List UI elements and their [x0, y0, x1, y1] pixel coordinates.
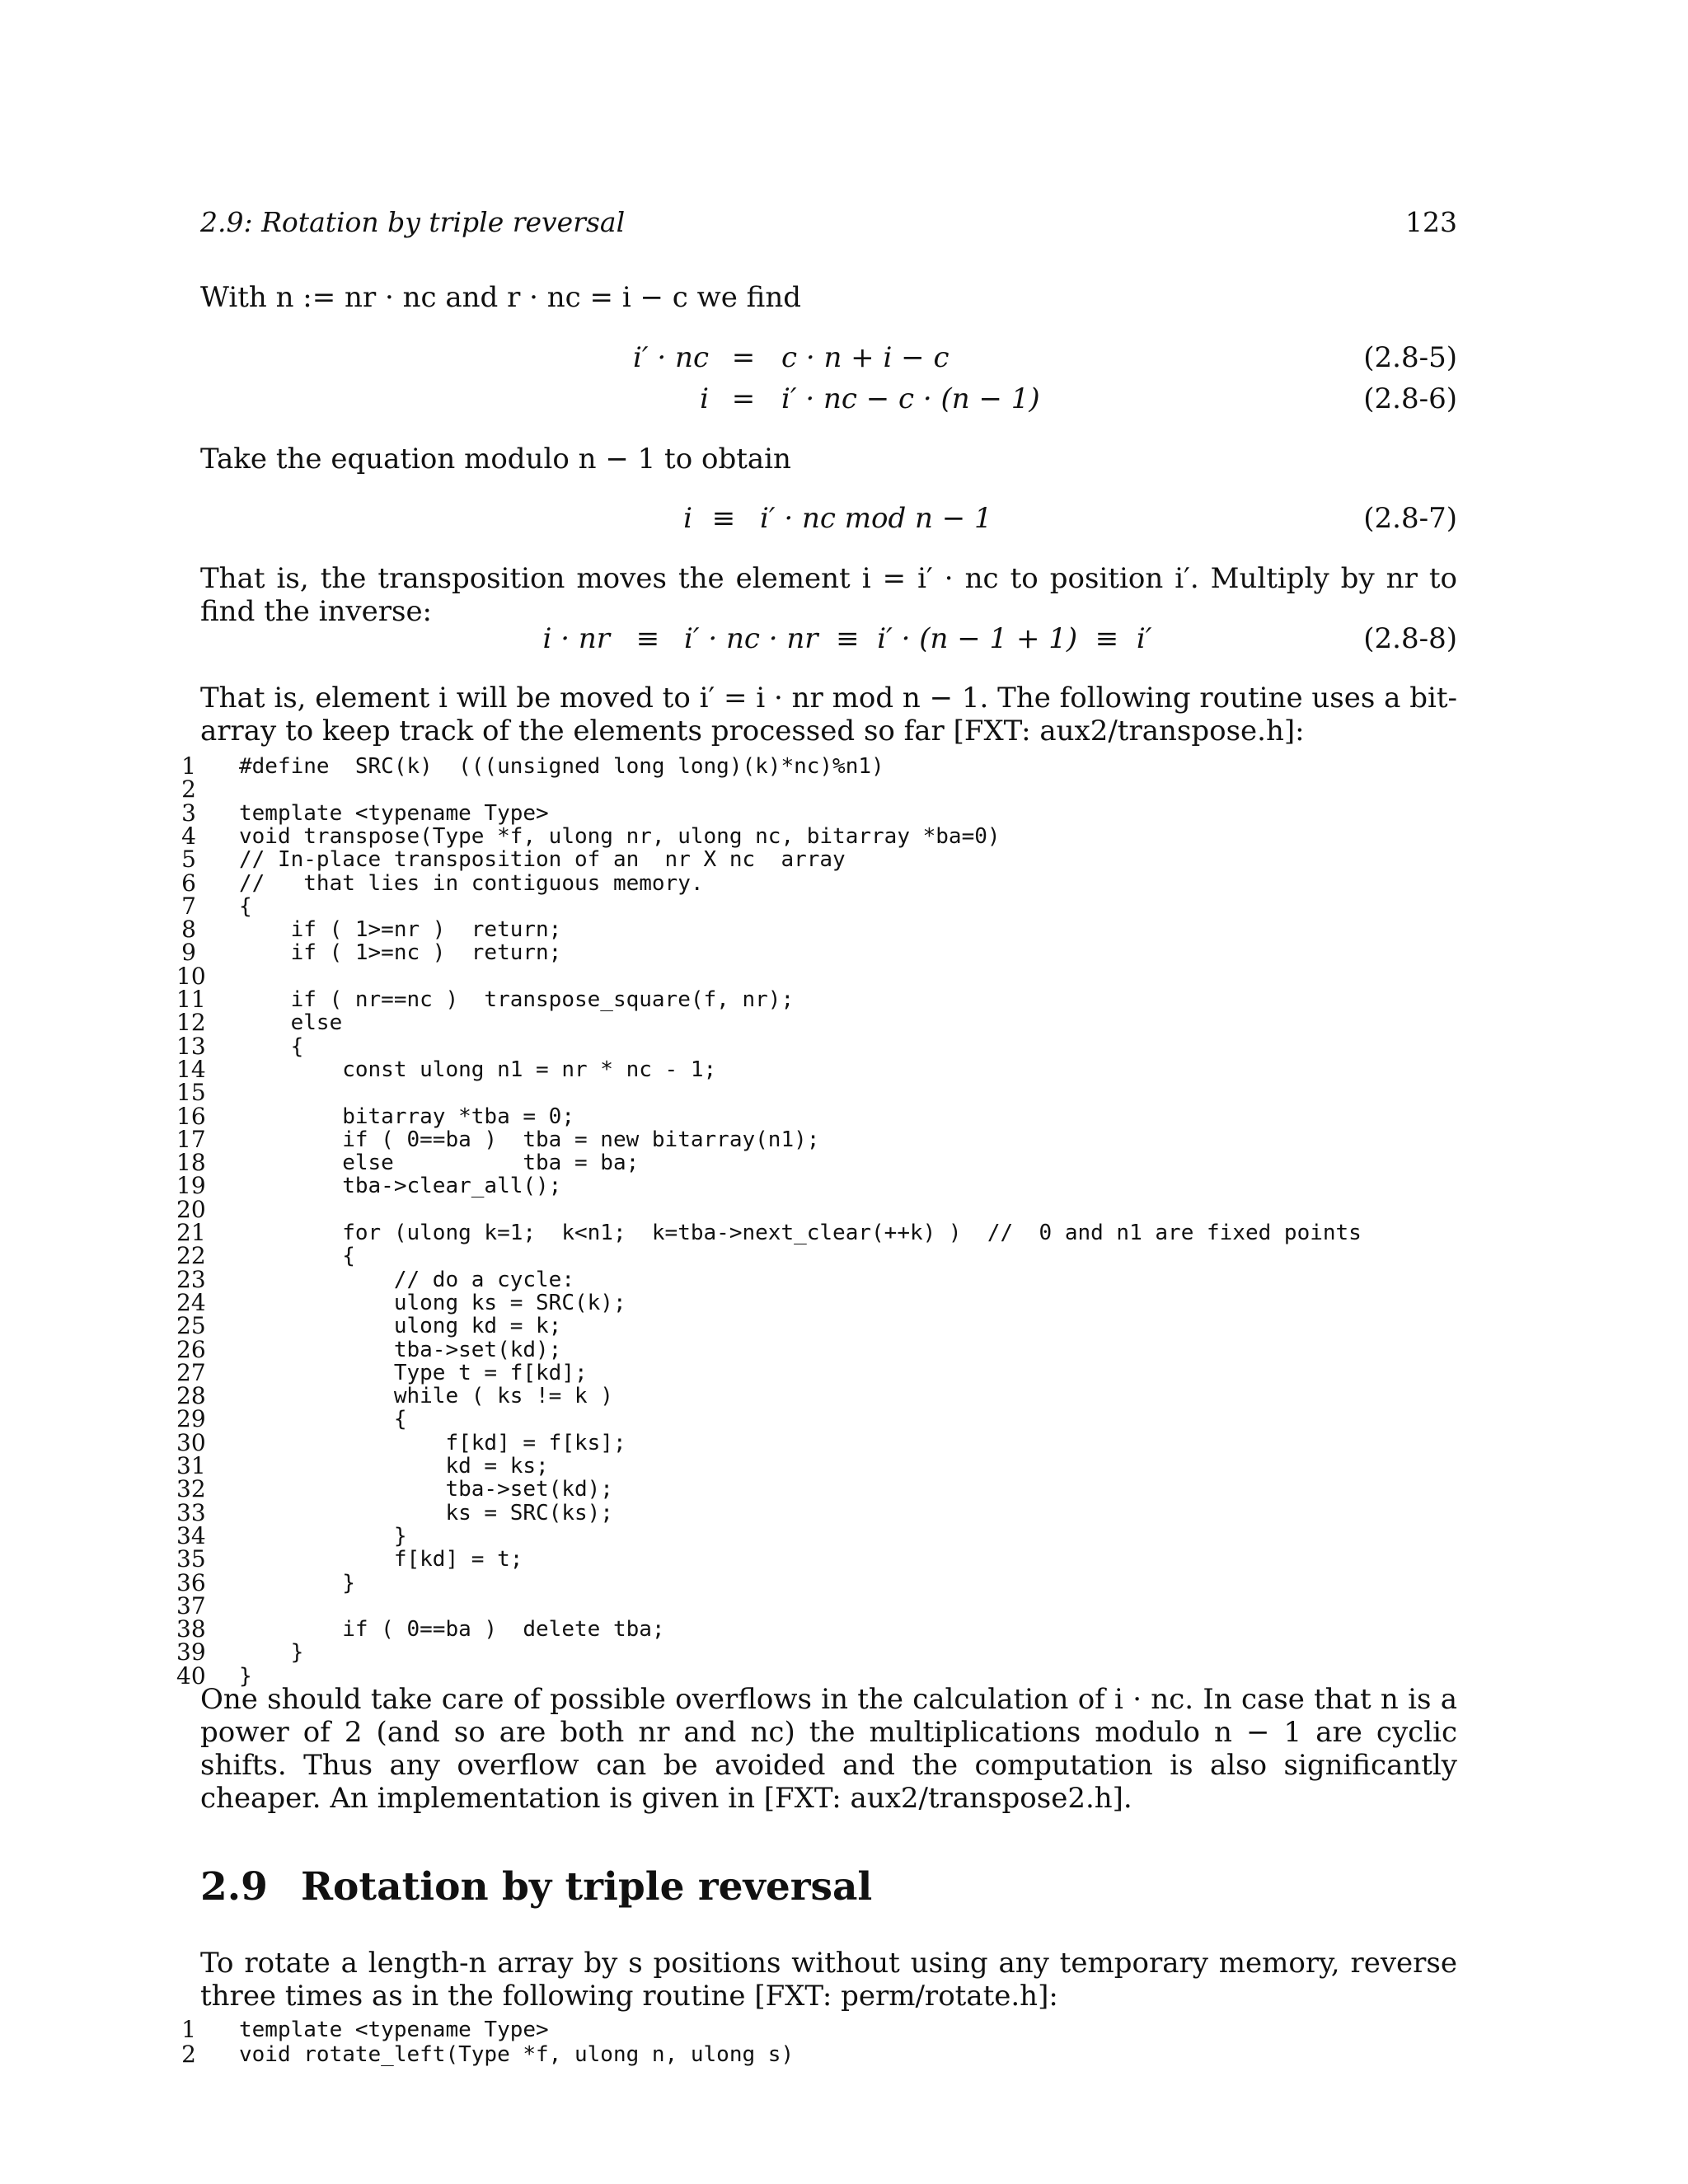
line-number: 24 [176, 1288, 206, 1316]
code-text: if ( 1>=nc ) return; [239, 940, 562, 966]
code-text: void transpose(Type *f, ulong nr, ulong nc, bitarray *ba=0) [239, 823, 1001, 849]
line-number: 19 [176, 1172, 206, 1200]
equation-relation: = [731, 341, 756, 374]
line-number: 16 [176, 1102, 206, 1130]
line-number: 28 [176, 1382, 206, 1410]
code-text: else tba = ba; [239, 1151, 640, 1176]
line-number: 31 [176, 1452, 206, 1479]
code-text: ulong kd = k; [239, 1314, 562, 1339]
line-number: 1 [181, 2016, 196, 2043]
line-number: 9 [181, 939, 196, 967]
equation-relation: ≡ [635, 622, 660, 655]
line-number: 30 [176, 1428, 206, 1456]
code-text: } [239, 1523, 407, 1549]
code-listing-rotate [176, 2018, 1462, 2075]
equation-rhs: i′ · nc mod n − 1 [760, 502, 992, 535]
equation-lhs: i [683, 502, 692, 535]
line-number: 40 [176, 1661, 206, 1690]
line-number: 35 [176, 1545, 206, 1573]
line-number: 39 [176, 1638, 206, 1666]
code-text: tba->clear_all(); [239, 1174, 562, 1199]
overflow-paragraph: One should take care of possible overflows in the calculation of i · nc. In case that n is a power of 2 (and so are both nr and nc) the multiplications modulo n − 1 are cyclic shifts. Thus any overflow can be avoided and the computation is also significantly cheaper. An implementation is given in [FXT: aux2/transpose2.h]. [200, 1683, 1457, 1815]
line-number: 26 [176, 1335, 206, 1363]
line-number: 32 [176, 1475, 206, 1503]
code-text: if ( 0==ba ) delete tba; [239, 1617, 665, 1643]
line-number: 21 [176, 1219, 206, 1246]
rotate-paragraph: To rotate a length-n array by s positions without using any temporary memory, reverse three times as in the following routine [FXT: perm/rotate.h]: [200, 1947, 1457, 2013]
code-text: } [239, 1570, 355, 1596]
equation-number: (2.8-6) [1363, 382, 1457, 415]
line-number: 29 [176, 1405, 206, 1433]
line-number: 14 [176, 1055, 206, 1083]
equation-rhs: i′ · nc · nr ≡ i′ · (n − 1 + 1) ≡ i′ [684, 622, 1152, 655]
code-text: while ( ks != k ) [239, 1384, 613, 1409]
equation-relation: = [731, 382, 756, 415]
code-text: // that lies in contiguous memory. [239, 870, 704, 896]
code-text: template <typename Type> [239, 800, 549, 826]
code-text: ks = SRC(ks); [239, 1500, 613, 1526]
code-text: // do a cycle: [239, 1267, 574, 1292]
equation-lhs: i · nr [542, 622, 610, 655]
equation-number: (2.8-8) [1363, 622, 1457, 655]
modulo-paragraph: Take the equation modulo n − 1 to obtain [200, 443, 791, 476]
code-text: // In-place transposition of an nr X nc array [239, 847, 846, 873]
code-text: if ( 0==ba ) tba = new bitarray(n1); [239, 1127, 820, 1152]
equation-rhs: c · n + i − c [781, 341, 950, 374]
line-number: 1 [181, 752, 196, 780]
code-text: { [239, 1244, 355, 1269]
bitarray-paragraph: That is, element i will be moved to i′ = i · nr mod n − 1. The following routine uses a bit-array to keep track of the elements processed so far [FXT: aux2/transpose.h]: [200, 682, 1457, 748]
code-text: else [239, 1010, 343, 1036]
equation-relation: ≡ [711, 502, 736, 535]
code-text: Type t = f[kd]; [239, 1360, 588, 1385]
code-text: { [239, 1407, 407, 1432]
code-text: if ( nr==nc ) transpose_square(f, nr); [239, 987, 795, 1012]
code-text: for (ulong k=1; k<n1; k=tba->next_clear(++k) ) // 0 and n1 are fixed points [239, 1221, 1362, 1245]
code-text: { [239, 893, 252, 919]
code-text: } [239, 1663, 252, 1689]
line-number: 37 [176, 1591, 206, 1619]
code-text: #define SRC(k) (((unsigned long long)(k)*nc)%n1) [239, 754, 884, 779]
equation-rhs: i′ · nc − c · (n − 1) [781, 382, 1040, 415]
line-number: 17 [176, 1125, 206, 1153]
line-number: 11 [176, 986, 206, 1013]
code-text: } [239, 1640, 304, 1666]
line-number: 23 [176, 1265, 206, 1293]
code-listing-transpose [176, 754, 1462, 1751]
equation-lhs: i [700, 382, 709, 415]
line-number: 13 [176, 1032, 206, 1060]
line-number: 38 [176, 1615, 206, 1643]
code-text: ulong ks = SRC(k); [239, 1290, 626, 1315]
line-number: 15 [176, 1079, 206, 1107]
code-text: bitarray *tba = 0; [239, 1104, 574, 1129]
line-number: 2 [181, 2041, 196, 2068]
equation-lhs: i′ · nc [633, 341, 709, 374]
line-number: 7 [181, 892, 196, 920]
code-text: f[kd] = f[ks]; [239, 1430, 626, 1455]
line-number: 18 [176, 1149, 206, 1177]
code-text: void rotate_left(Type *f, ulong n, ulong s) [239, 2042, 795, 2067]
line-number: 6 [181, 869, 196, 897]
line-number: 5 [181, 846, 196, 874]
line-number: 10 [176, 962, 206, 990]
code-text: f[kd] = t; [239, 1547, 523, 1572]
transposition-paragraph: That is, the transposition moves the element i = i′ · nc to position i′. Multiply by nr to find the inverse: [200, 562, 1457, 628]
line-number: 22 [176, 1242, 206, 1270]
section-heading [200, 1864, 872, 1910]
section-title: Rotation by triple reversal [301, 1864, 873, 1910]
equation-number: (2.8-7) [1363, 502, 1457, 535]
code-text: template <typename Type> [239, 2018, 549, 2042]
code-text: const ulong n1 = nr * nc - 1; [239, 1057, 717, 1082]
line-number: 4 [181, 822, 196, 850]
line-number: 8 [181, 916, 196, 944]
code-text: if ( 1>=nr ) return; [239, 917, 562, 943]
intro-paragraph: With n := nr · nc and r · nc = i − c we find [200, 281, 802, 314]
line-number: 2 [181, 776, 196, 804]
code-text: tba->set(kd); [239, 1477, 613, 1502]
code-text: { [239, 1033, 304, 1059]
equation-number: (2.8-5) [1363, 341, 1457, 374]
line-number: 12 [176, 1009, 206, 1037]
line-number: 34 [176, 1521, 206, 1549]
line-number: 25 [176, 1312, 206, 1340]
line-number: 20 [176, 1195, 206, 1223]
page-number: 123 [1405, 206, 1457, 238]
code-text: kd = ks; [239, 1454, 549, 1479]
line-number: 36 [176, 1568, 206, 1596]
line-number: 3 [181, 799, 196, 827]
running-title: 2.9: Rotation by triple reversal [200, 206, 626, 238]
code-text: tba->set(kd); [239, 1337, 562, 1362]
section-number: 2.9 [200, 1864, 268, 1910]
line-number: 27 [176, 1358, 206, 1386]
line-number: 33 [176, 1498, 206, 1526]
